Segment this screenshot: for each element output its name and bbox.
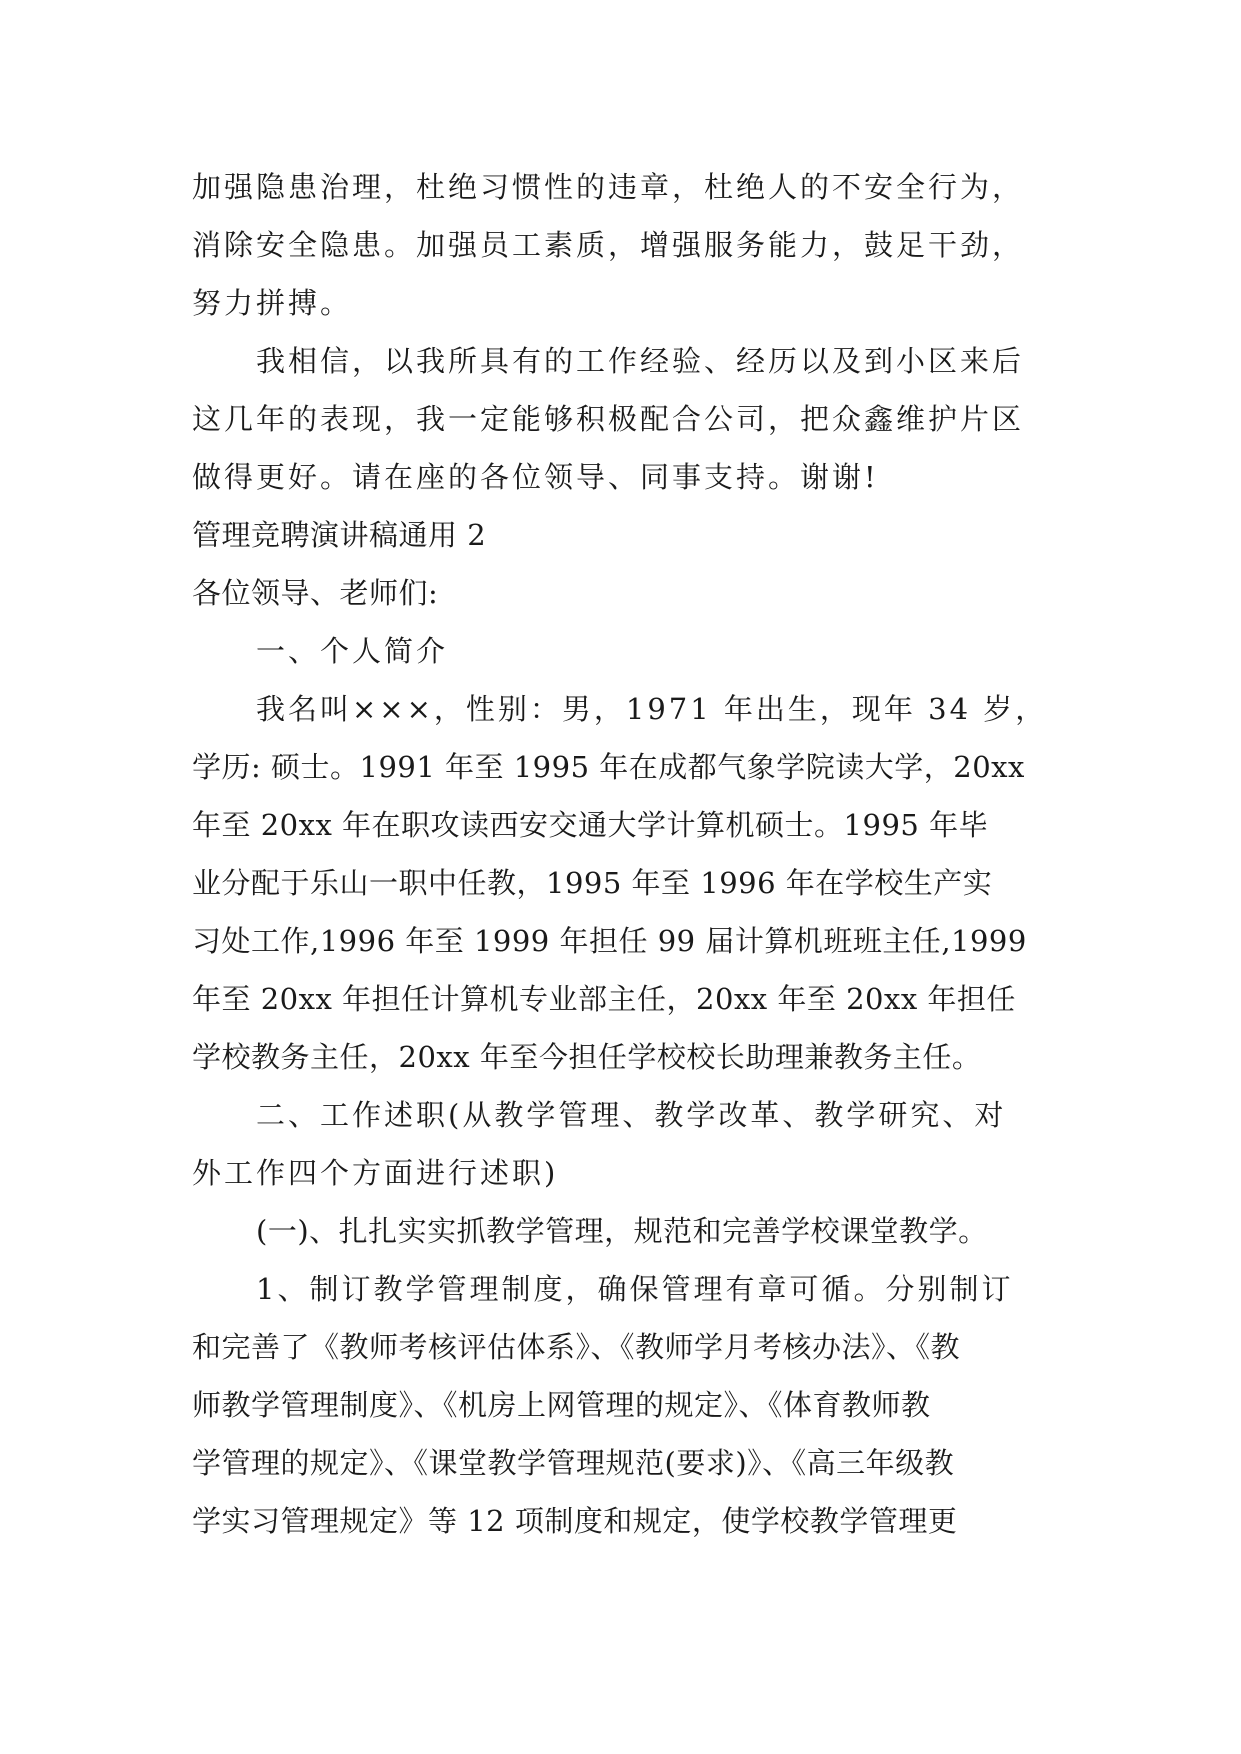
- text-line: 学管理的规定》、《课堂教学管理规范(要求)》、《高三年级教: [192, 1446, 955, 1480]
- section-heading: 一、个人简介: [256, 634, 449, 668]
- text-line: 努力拼搏。: [192, 286, 353, 320]
- section-title: 管理竞聘演讲稿通用 2: [192, 518, 487, 552]
- text-line: 和完善了《教师考核评估体系》、《教师学月考核办法》、《教: [192, 1330, 961, 1364]
- text-line: 年至 20xx 年在职攻读西安交通大学计算机硕士。1995 年毕: [192, 808, 989, 842]
- text-line: 年至 20xx 年担任计算机专业部主任，20xx 年至 20xx 年担任: [192, 982, 1016, 1016]
- text-line: 做得更好。请在座的各位领导、同事支持。谢谢!: [192, 460, 879, 494]
- salutation: 各位领导、老师们:: [192, 576, 439, 610]
- paragraph-first-line: 我名叫×××，性别：男，1971 年出生，现年 34 岁，: [256, 692, 1048, 726]
- text-line: 业分配于乐山一职中任教，1995 年至 1996 年在学校生产实: [192, 866, 993, 900]
- text-line: 这几年的表现，我一定能够积极配合公司，把众鑫维护片区: [192, 402, 1025, 436]
- document-body: [192, 158, 1072, 1550]
- subsection-heading: (一)、扎扎实实抓教学管理，规范和完善学校课堂教学。: [256, 1214, 988, 1248]
- paragraph-first-line: 我相信，以我所具有的工作经验、经历以及到小区来后: [256, 344, 1025, 378]
- paragraph-first-line: 1、制订教学管理制度，确保管理有章可循。分别制订: [256, 1272, 1014, 1306]
- text-line: 消除安全隐患。加强员工素质，增强服务能力，鼓足干劲，: [192, 228, 1025, 262]
- text-line: 外工作四个方面进行述职): [192, 1156, 559, 1190]
- section-heading: 二、工作述职(从教学管理、教学改革、教学研究、对: [256, 1098, 1007, 1132]
- text-line: 加强隐患治理，杜绝习惯性的违章，杜绝人的不安全行为，: [192, 170, 1025, 204]
- text-line: 习处工作,1996 年至 1999 年担任 99 届计算机班班主任,1999: [192, 924, 1027, 958]
- text-line: 学校教务主任，20xx 年至今担任学校校长助理兼教务主任。: [192, 1040, 982, 1074]
- text-line: 学实习管理规定》等 12 项制度和规定，使学校教学管理更: [192, 1504, 958, 1538]
- text-line: 学历: 硕士。1991 年至 1995 年在成都气象学院读大学，20xx: [192, 750, 1025, 784]
- text-line: 师教学管理制度》、《机房上网管理的规定》、《体育教师教: [192, 1388, 931, 1422]
